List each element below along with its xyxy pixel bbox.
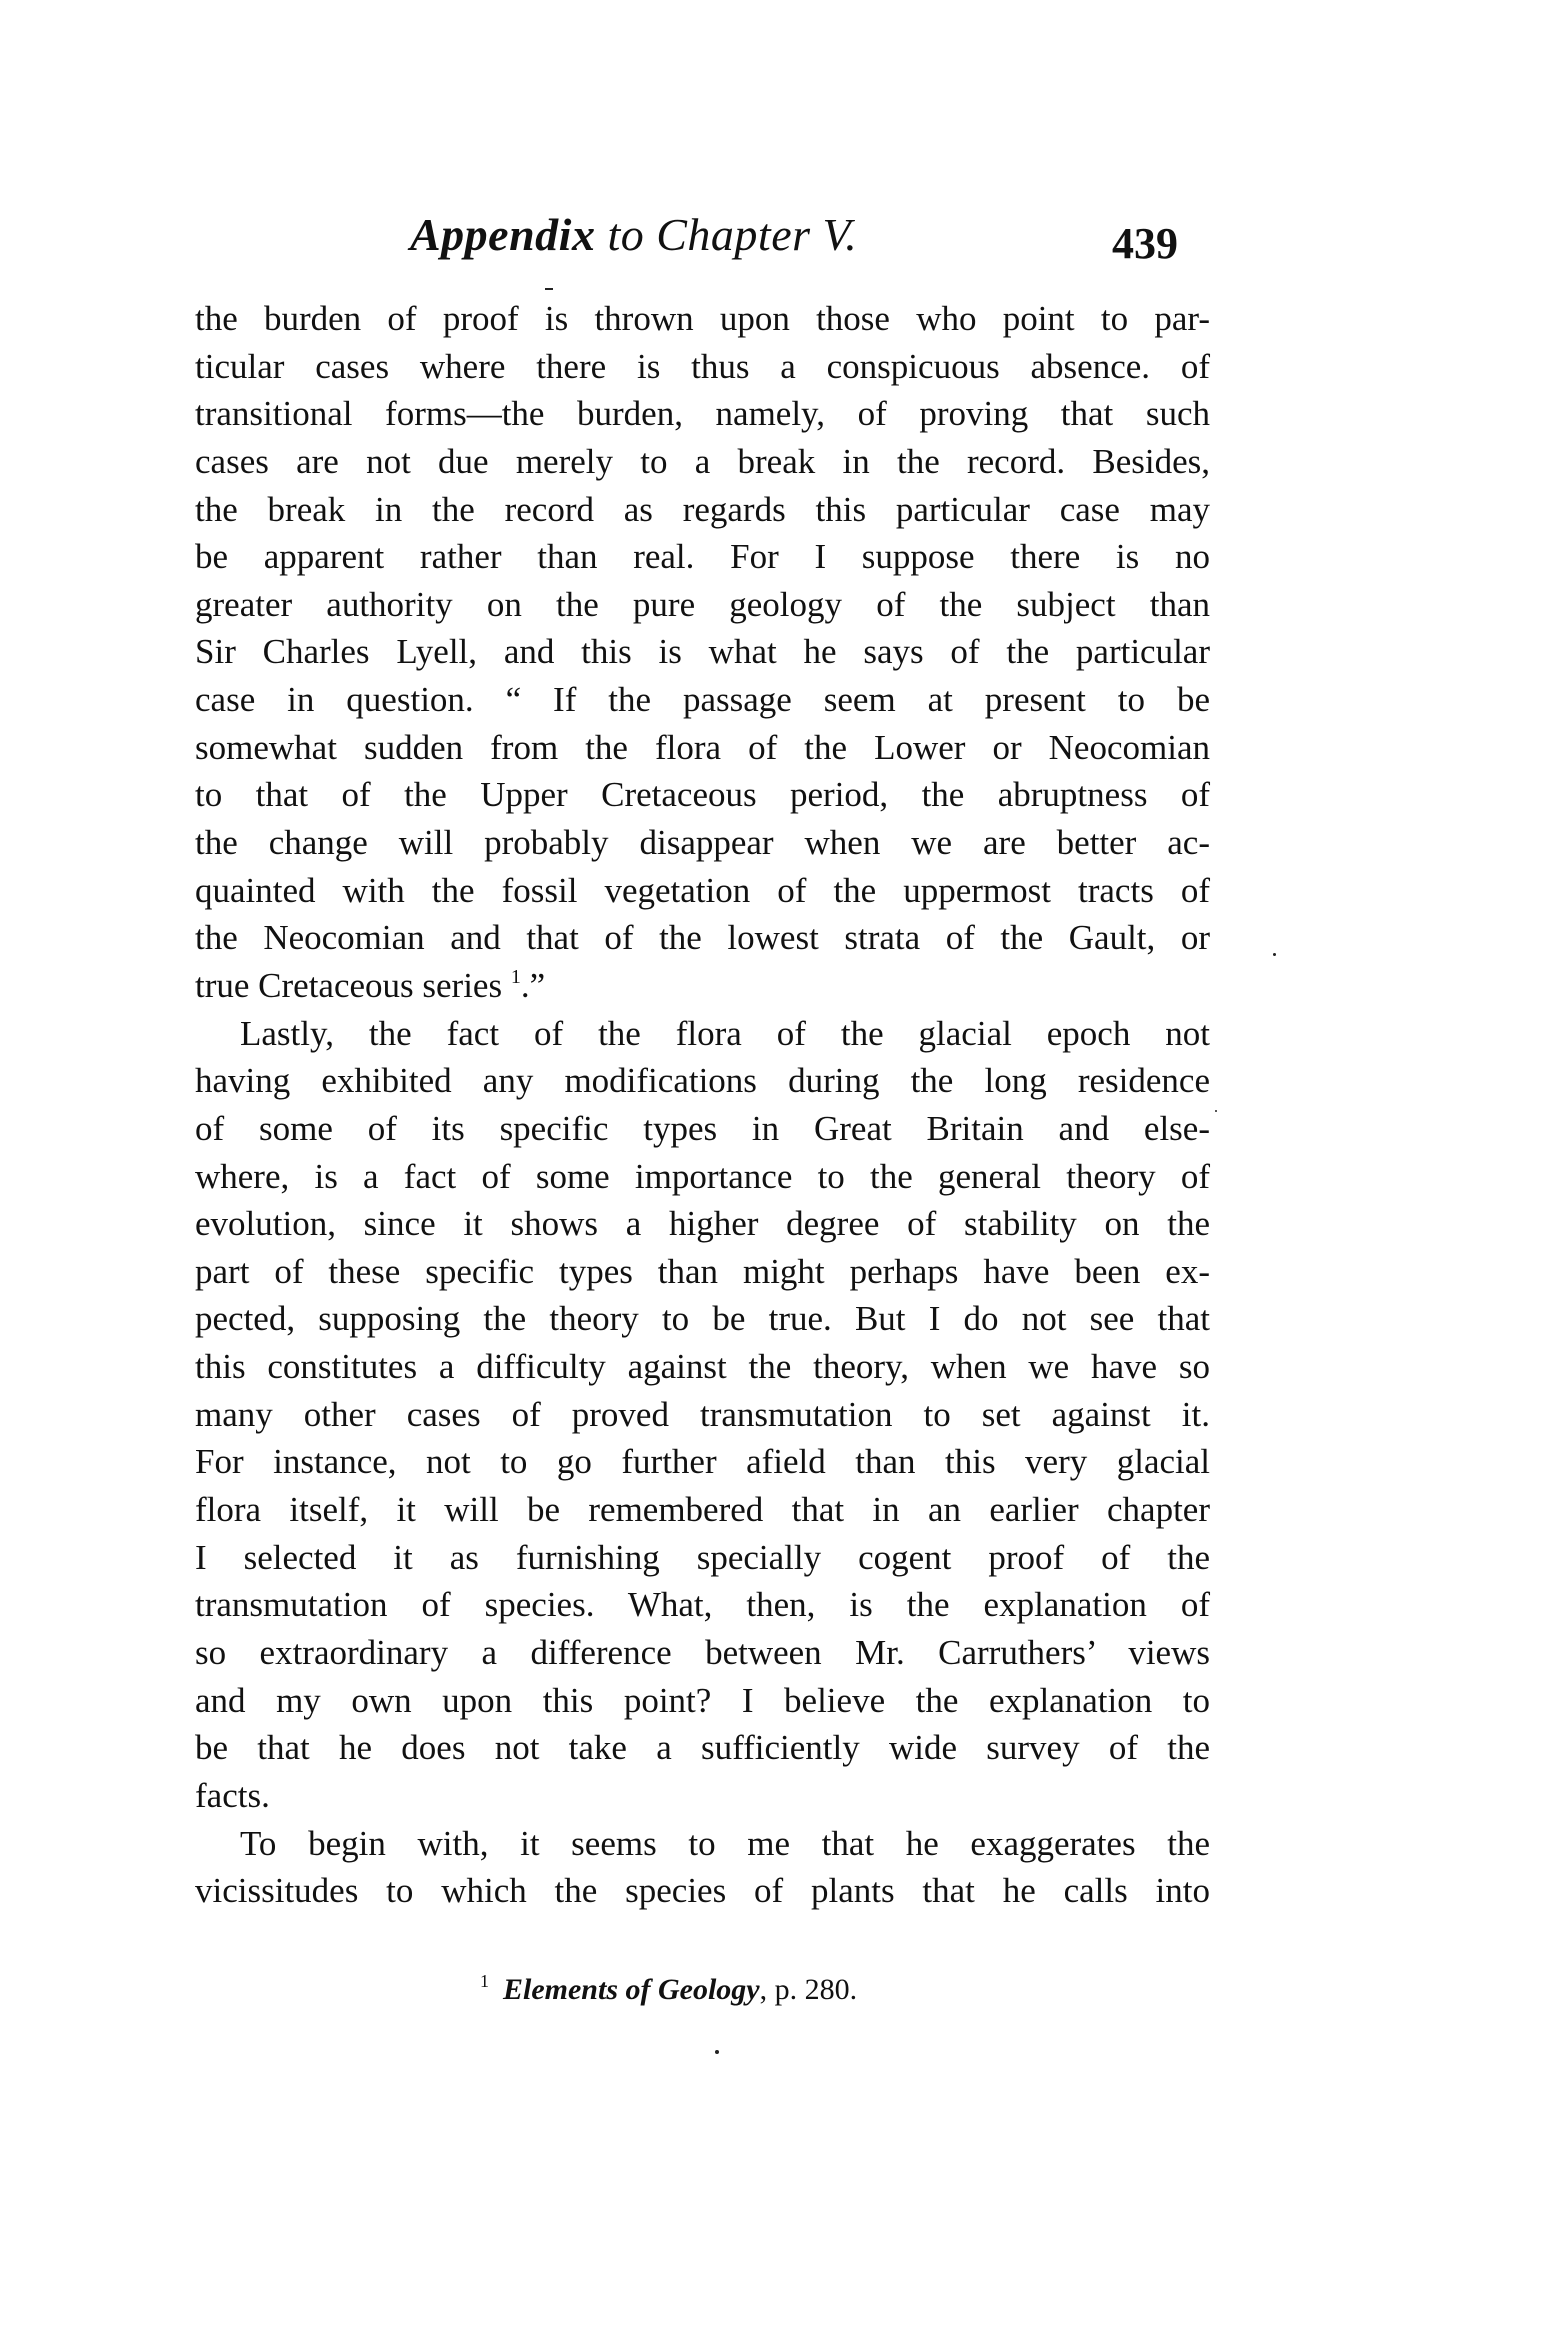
text-line: transitional forms—the burden, namely, of proving that such xyxy=(195,394,1210,434)
text-line: For instance, not to go further afield than this very glacial xyxy=(195,1442,1210,1482)
text-line: vicissitudes to which the species of plants that he calls into xyxy=(195,1871,1210,1911)
text-line: part of these specific types than might perhaps have been ex- xyxy=(195,1251,1210,1291)
text-line: where, is a fact of some importance to the general theory of xyxy=(195,1156,1210,1196)
text-line: this constitutes a difficulty against the theory, when we have so xyxy=(195,1347,1210,1387)
text-line: transmutation of species. What, then, is the explanation of xyxy=(195,1585,1210,1625)
text-line-content: true Cretaceous series xyxy=(195,965,503,1005)
text-line: the change will probably disappear when we are better ac- xyxy=(195,823,1210,863)
text-line: the Neocomian and that of the lowest strata of the Gault, or xyxy=(195,918,1210,958)
text-line: To begin with, it seems to me that he exaggerates the xyxy=(240,1823,1210,1863)
text-line: the break in the record as regards this particular case may xyxy=(195,489,1210,529)
text-line: many other cases of proved transmutation to set against it. xyxy=(195,1394,1210,1434)
text-line: so extraordinary a difference between Mr. Carruthers’ views xyxy=(195,1632,1210,1672)
footnote-reference[interactable]: 1 xyxy=(510,965,521,988)
text-line xyxy=(195,962,1210,1010)
text-line: Sir Charles Lyell, and this is what he says of the particular xyxy=(195,632,1210,672)
text-line: quainted with the fossil vegetation of the uppermost tracts of xyxy=(195,870,1210,910)
text-line: somewhat sudden from the flora of the Lower or Neocomian xyxy=(195,727,1210,767)
body-text xyxy=(195,295,1210,1915)
page-number: 439 xyxy=(1112,219,1178,268)
text-line: facts. xyxy=(195,1775,270,1815)
text-line: I selected it as furnishing specially cogent proof of the xyxy=(195,1537,1210,1577)
running-head-chapter: to Chapter V. xyxy=(595,209,858,260)
text-line: ticular cases where there is thus a conspicuous absence. of xyxy=(195,346,1210,386)
paragraph xyxy=(195,1820,1210,1915)
text-line: evolution, since it shows a higher degree of stability on the xyxy=(195,1204,1210,1244)
text-line: cases are not due merely to a break in the record. Besides, xyxy=(195,441,1210,481)
scan-speck xyxy=(545,288,553,290)
scan-speck xyxy=(1215,1110,1217,1112)
text-line: flora itself, it will be remembered that in an earlier chapter xyxy=(195,1490,1210,1530)
paragraph xyxy=(195,295,1210,1010)
footnote xyxy=(480,1968,950,2012)
footnote-mark: 1 xyxy=(480,1971,489,1991)
text-line: and my own upon this point? I believe the explanation to xyxy=(195,1680,1210,1720)
text-line: the burden of proof is thrown upon those who point to par- xyxy=(195,299,1210,338)
text-line: of some of its specific types in Great Britain and else- xyxy=(195,1108,1210,1148)
text-line: be that he does not take a sufficiently wide survey of the xyxy=(195,1728,1210,1768)
text-line: Lastly, the fact of the flora of the glacial epoch not xyxy=(240,1013,1210,1053)
paragraph xyxy=(195,1010,1210,1820)
scan-speck xyxy=(1273,953,1276,956)
text-line: greater authority on the pure geology of the subject than xyxy=(195,584,1210,624)
text-line: to that of the Upper Cretaceous period, the abruptness of xyxy=(195,775,1210,815)
text-line: be apparent rather than real. For I suppose there is no xyxy=(195,537,1210,577)
text-line: having exhibited any modifications during the long residence xyxy=(195,1061,1210,1101)
footnote-page-ref: , p. 280. xyxy=(759,1973,858,2006)
closing-quote: .” xyxy=(520,965,546,1005)
footnote-book-title: Elements of Geology xyxy=(503,1973,760,2006)
text-line: case in question. “ If the passage seem at present to be xyxy=(195,680,1210,720)
running-head-appendix: Appendix xyxy=(410,209,596,260)
scan-speck xyxy=(715,2050,719,2054)
text-line: pected, supposing the theory to be true. But I do not see that xyxy=(195,1299,1210,1339)
running-head xyxy=(410,205,970,265)
